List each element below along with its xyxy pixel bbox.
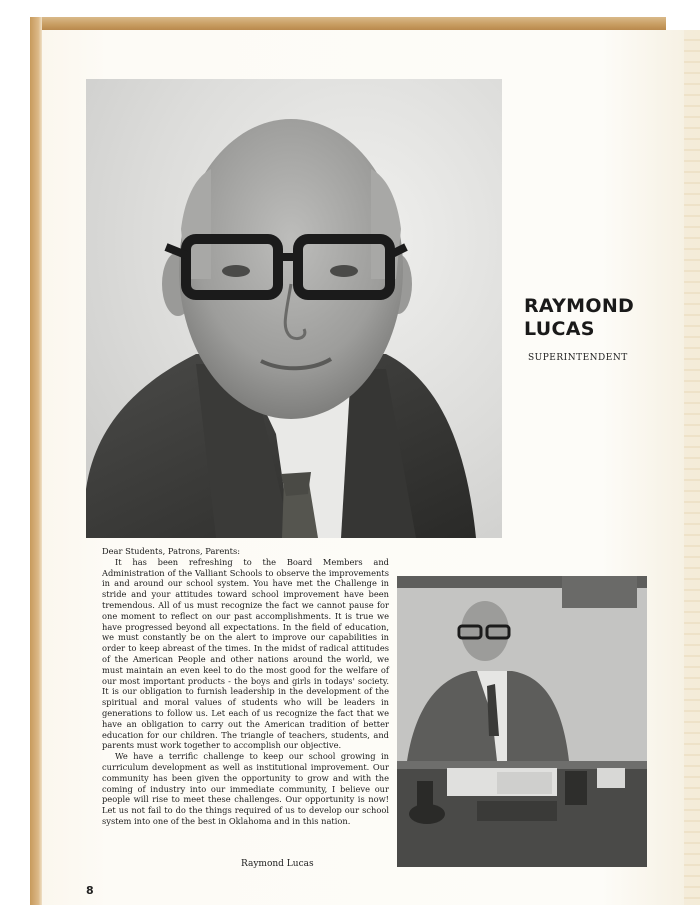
portrait-illustration — [86, 79, 502, 538]
desk-illustration — [397, 576, 647, 867]
first-name: RAYMOND — [524, 295, 635, 317]
letter-paragraph-1: It has been refreshing to the Board Members and Administration of the Valliant Schools to observe the improvements in and around our school system. You have met the Challenge in stride and your attitudes toward school improvement have been tremendous. All of us must recognize the fact we cannot pause for one moment to reflect on our past accomplishments. It is true we have progressed beyond all expectations. In the field of education, we must constantly be on the alert to improve our capabilities in order to keep abreast of the times. In the midst of radical attitudes of the American People and other nations around the world, we must maintain an even keel to do the most good for the welfare of our most important products - the boys and girls in todays' society. It is our obligation to furnish leadership in the development of the spiritual and moral values of students who will be leaders in generations to follow us. Let each of us recognize the fact that we have an obligation to carry out the American tradition of better education for our children. The triangle of teachers, students, and parents must work together to accomplish our objective. — [102, 556, 389, 751]
page-number: 8 — [86, 884, 94, 897]
letter-paragraph-2: We have a terrific challenge to keep our school growing in curriculum development as well as institutional improvement. Our community has been given the opportunity to grow and with the coming of industry into our immediate community, I believe our people will rise to meet these challenges. Our opportunity is now! Let us not fail to do the things required of us to develop our school system into one of the best in Oklahoma and in this nation. — [102, 751, 389, 826]
letter-body — [102, 546, 389, 827]
last-name: LUCAS — [524, 318, 595, 340]
job-title: SUPERINTENDENT — [528, 353, 628, 363]
letter-salutation: Dear Students, Patrons, Parents: — [102, 546, 240, 556]
book-binding-top — [30, 17, 666, 30]
portrait-photo — [86, 79, 502, 538]
book-binding-left — [30, 17, 42, 905]
letter-signature: Raymond Lucas — [241, 859, 314, 869]
page-edge — [684, 30, 700, 905]
name-heading — [524, 295, 634, 341]
desk-photo — [397, 576, 647, 867]
